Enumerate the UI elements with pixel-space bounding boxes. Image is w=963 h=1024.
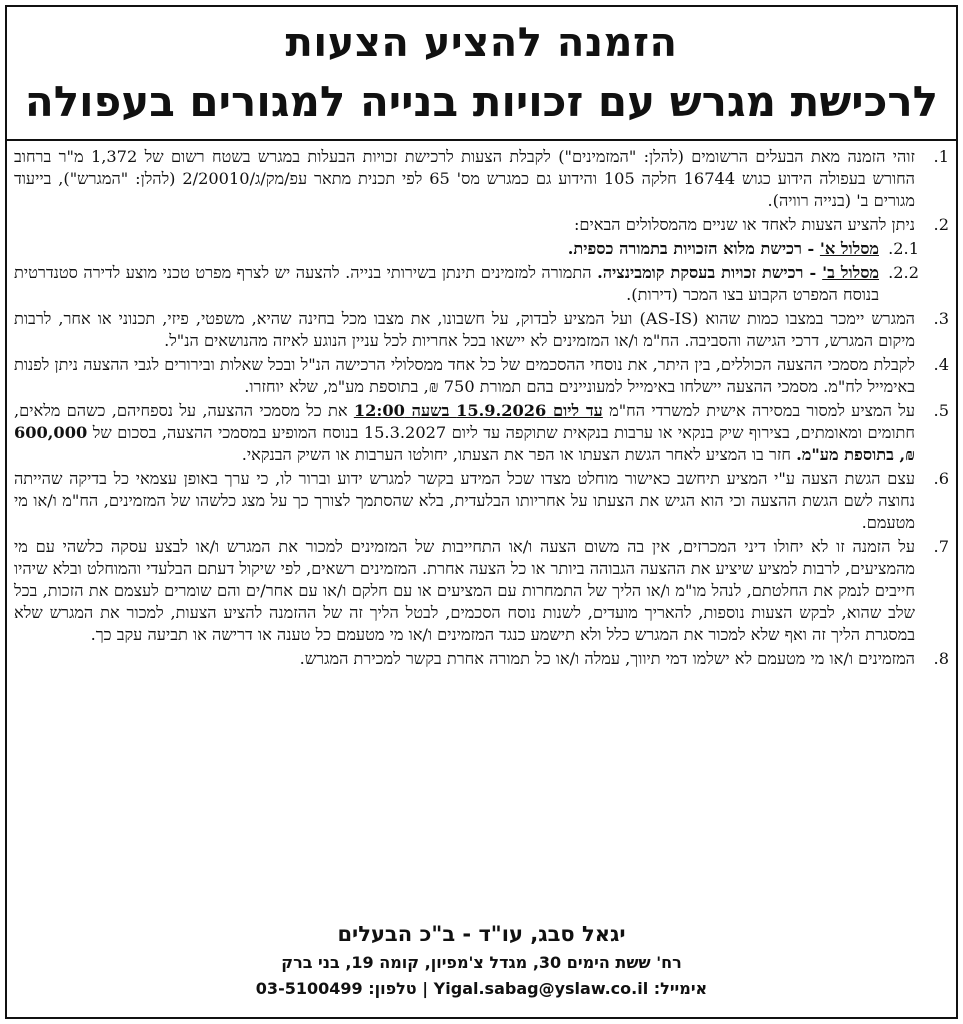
clause-number: 5. (933, 401, 949, 420)
clause-text: חזר בו המציע לאחר הגשת הצעתו או הפר את הצעתו, יחולטו הערבות או השיק הבנקאי. (241, 445, 797, 464)
clause-number: 3. (933, 309, 949, 328)
email-label: אימייל: (653, 979, 708, 998)
clause-2 (14, 214, 949, 236)
clause-4 (14, 354, 949, 398)
notice-header (7, 7, 956, 141)
clause-text: לקבלת מסמכי ההצעה הכוללים, בין היתר, את נוסחי ההסכמים של כל אחד ממסלולי הרכישה הנ"ל ובכל שאלות ובירורים לגבי ההצעה ניתן לפנות באימייל לח"מ. מסמכי ההצעה יישלחו באימייל למעוניינים בהם תמורת 750 ₪, בתוספת מע"מ, שלא יוחזרו. (14, 355, 915, 396)
clause-text: עצם הגשת הצעה ע"י המציע תיחשב כאישור מוחלט מצדו שכל המידע בקשר למגרש ידוע וברור לו, כי ערך באופן עצמאי כל בדיקה שהייתה נחוצה לשם הגשת ההצעה וכי הוא הגיש את הצעתו על אחריותו הבלעדית, בלא שהסתמך לצורך כך על מצג כלשהו של המזמינים, הח"מ ו/או מי מטעמם. (14, 469, 915, 532)
clause-5 (14, 400, 949, 466)
clause-text: המזמינים ו/או מי מטעמם לא ישלמו דמי תיווך, עמלה ו/או כל תמורה אחרת בקשר למכירת המגרש. (299, 649, 915, 668)
clause-3 (14, 308, 949, 352)
notice-title: הזמנה להציע הצעות (285, 20, 678, 66)
track-b-label: מסלול ב' (822, 263, 880, 282)
clause-text: על המציע למסור במסירה אישית למשרדי הח"מ (602, 401, 915, 420)
track-b-text: התמורה למזמינים תינתן בשירותי בנייה. להצעה יש לצרף מפרט טכני מוצע לדירה סטנדרטית בנוסח המפרט הקבוע בצו המכר (דירות). (14, 263, 879, 304)
notice-body (14, 146, 949, 672)
track-b-title: - רכישת זכויות בעסקת קומבינציה. (597, 263, 823, 282)
clause-number: 6. (933, 469, 949, 488)
clause-text: על הזמנה זו לא יחולו דיני המכרזים, אין בה משום הצעה ו/או התחייבות של המזמינים למכור את המגרש ו/או לבצע עסקה כלשהי עם מי מהמציעים, לרבות למציע שיציע את ההצעה הגבוהה ביותר או כל הצעה אחרת. המזמינים רשאים, לפי שיקול דעתם הבלעדי והמוחלט ובלא שיהיו חייבים לנמק את החלטתם, לנהל מו"מ ו/או הליך של התמחרות עם המציעים או עם חלקם ו/או עם אחר/ים והם שומרים לעצמם את הזכות, בכל שלב שהוא, לבקש הצעות נוספות, להאריך מועדים, לשנות נוסח הסכמים, לבטל הליך זה של ההזמנה להציע הצעות, למכור את המגרש שלא במסגרת הליך זה ואף שלא למכור את המגרש כלל ולא תישמע כנגד המזמינים ו/או מי מטעמם כל טענה או דרישה או תביעה עקב כך. (14, 537, 915, 644)
contact-separator: | (422, 979, 429, 998)
clause-7 (14, 536, 949, 646)
track-a-text: - רכישת מלוא הזכויות בתמורה כספית. (567, 239, 820, 258)
contact-line (0, 976, 963, 1002)
clause-text: המגרש יימכר במצבו כמות שהוא (AS-IS) ועל המציע לבדוק, על חשבונו, את מצבו מכל בחינה שהיא, משפטי, פיזי, תכנוני או אחר, לרבות מיקום המגרש, דרכי הגישה והסביבה. הח"מ ו/או המזמינים לא יישאו בכל אחריות לכל עניין הנוגע לאיזה מהנושאים הנ"ל. (14, 309, 915, 350)
clause-number: 7. (933, 537, 949, 556)
clause-number: 4. (933, 355, 949, 374)
clause-2-2 (14, 262, 949, 306)
clause-number: 8. (933, 649, 949, 668)
phone-label: טלפון: (368, 979, 417, 998)
clause-1 (14, 146, 949, 212)
clause-8 (14, 648, 949, 670)
office-address: רח' ששת הימים 30, מגדל צ'מפיון, קומה 19, בני ברק (281, 953, 682, 972)
email-link[interactable]: Yigal.sabag@yslaw.co.il (433, 979, 649, 998)
submission-deadline: עד ליום 15.9.2026 בשעה 12:00 (353, 401, 603, 420)
subclause-number: 2.2. (888, 263, 919, 282)
signature-block (0, 920, 963, 1002)
clause-text: זוהי הזמנה מאת הבעלים הרשומים (להלן: "המזמינים") לקבלת הצעות לרכישת זכויות הבעלות במגרש בשטח רשום של 1,372 מ"ר ברחוב החורש בעפולה הידוע כגוש 16744 חלקה 105 והידוע גם כמגרש מס' 65 לפי תכנית מתאר עפ/מק/ג/2/20010 (להלן: "המגרש"), בייעוד מגורים ב' (בנייה רוויה). (14, 147, 915, 210)
clause-number: 2. (933, 215, 949, 234)
clause-6 (14, 468, 949, 534)
clause-text: את כל מסמכי ההצעה, על נספחיהם, כשהם מלאים, חתומים ומאומתים, בצירוף שיק בנקאי או ערבות בנקאית שתוקפה עד ליום 15.3.2027 בנוסח המופיע במסמכי ההצעה, בסכום של (14, 401, 915, 442)
phone-number[interactable]: 03-5100499 (255, 979, 363, 998)
subclause-number: 2.1. (888, 239, 919, 258)
track-a-label: מסלול א' (819, 239, 879, 258)
clause-text: ניתן להציע הצעות לאחד או שניים מהמסלולים הבאים: (573, 215, 915, 234)
clause-2-1 (14, 238, 949, 260)
clause-number: 1. (933, 147, 949, 166)
signatory-name: יגאל סבג, עו"ד - ב"כ הבעלים (337, 922, 626, 946)
notice-subtitle: לרכישת מגרש עם זכויות בנייה למגורים בעפולה (24, 77, 939, 126)
guarantee-amount: 600,000 ₪, בתוספת מע"מ. (14, 423, 915, 464)
